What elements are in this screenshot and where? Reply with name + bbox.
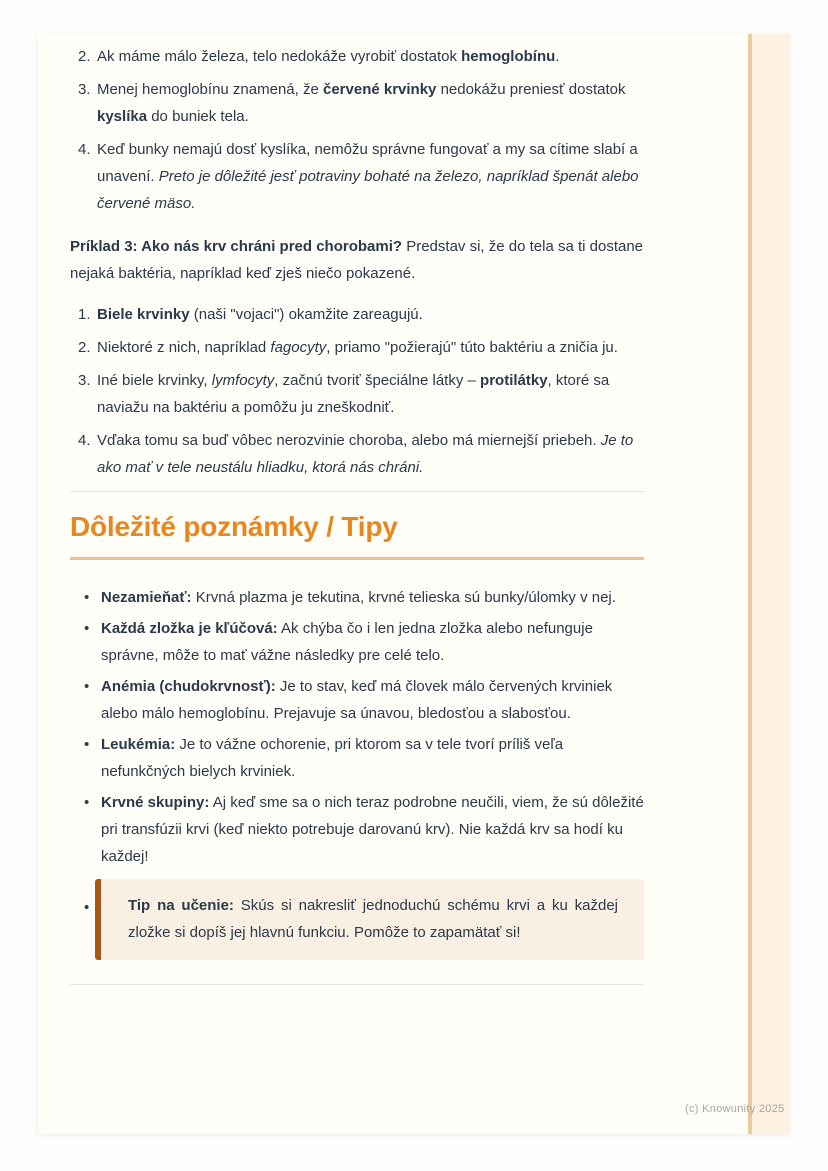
list-item-text: Ak máme málo železa, telo nedokáže vyrobiť dostatok hemoglobínu. xyxy=(97,48,560,65)
list-item xyxy=(70,76,644,130)
list-item-text: Niektoré z nich, napríklad fagocyty, priamo "požierajú" túto baktériu a zničia ju. xyxy=(97,339,618,356)
list-item-text: Nezamieňať: Krvná plazma je tekutina, krvné telieska sú bunky/úlomky v nej. xyxy=(101,589,616,606)
watermark: (c) Knowunity 2025 xyxy=(685,1103,785,1115)
notes-bullet-list xyxy=(70,584,644,960)
list-item-text: Leukémia: Je to vážne ochorenie, pri ktorom sa v tele tvorí príliš veľa nefunkčných bielych krviniek. xyxy=(101,736,564,780)
list-item-text: Každá zložka je kľúčová: Ak chýba čo i len jedna zložka alebo nefunguje správne, môže to mať vážne následky pre celé telo. xyxy=(101,620,593,664)
list-item xyxy=(70,584,644,611)
list-number: 2. xyxy=(78,48,91,65)
list-item xyxy=(70,673,644,727)
list-item xyxy=(70,427,644,481)
numbered-list-immunity xyxy=(70,301,644,481)
list-item xyxy=(70,731,644,785)
list-number: 2. xyxy=(78,339,91,356)
list-item xyxy=(70,301,644,328)
list-number: 1. xyxy=(78,306,91,323)
list-item xyxy=(70,136,644,217)
note-page-sheet xyxy=(38,34,790,1134)
list-item-text: Menej hemoglobínu znamená, že červené krvinky nedokážu preniesť dostatok kyslíka do buniek tela. xyxy=(97,81,626,125)
list-item xyxy=(70,334,644,361)
list-item-text: Vďaka tomu sa buď vôbec nerozvinie choroba, alebo má miernejší priebeh. Je to ako mať v tele neustálu hliadku, ktorá nás chráni. xyxy=(97,432,634,476)
section-heading: Dôležité poznámky / Tipy xyxy=(70,510,644,560)
list-number: 3. xyxy=(78,81,91,98)
list-item-text: Anémia (chudokrvnosť): Je to stav, keď má človek málo červených krviniek alebo málo hemoglobínu. Prejavuje sa únavou, bledosťou a slabosťou. xyxy=(101,678,613,722)
page-content xyxy=(70,34,644,985)
numbered-list-iron xyxy=(70,43,644,217)
tip-list-item xyxy=(70,879,644,960)
bottom-divider xyxy=(70,984,644,985)
list-item-text: Biele krvinky (naši "vojaci") okamžite zareagujú. xyxy=(97,306,423,323)
list-item-text: Keď bunky nemajú dosť kyslíka, nemôžu správne fungovať a my sa cítime slabí a unavení. Preto je dôležité jesť potraviny bohaté na železo, napríklad špenát alebo červené mäso. xyxy=(97,141,639,212)
tip-text: Tip na učenie: Skús si nakresliť jednoduchú schému krvi a ku každej zložke si dopíš jej hlavnú funkciu. Pomôže to zapamätať si! xyxy=(128,897,618,941)
list-item xyxy=(70,367,644,421)
example3-paragraph: Príklad 3: Ako nás krv chráni pred chorobami? Predstav si, že do tela sa ti dostane nejaká baktéria, napríklad keď zješ niečo pokazené. xyxy=(70,238,644,282)
list-item-text: Krvné skupiny: Aj keď sme sa o nich teraz podrobne neučili, viem, že sú dôležité pri transfúzii krvi (keď niekto potrebuje darovanú krv). Nie každá krv sa hodí ku každej! xyxy=(101,794,644,865)
list-number: 3. xyxy=(78,372,91,389)
list-item xyxy=(70,789,644,870)
list-item-text: Iné biele krvinky, lymfocyty, začnú tvoriť špeciálne látky – protilátky, ktoré sa naviažu na baktériu a pomôžu ju zneškodniť. xyxy=(97,372,610,416)
page-margin-band xyxy=(752,34,790,1134)
list-number: 4. xyxy=(78,141,91,158)
list-number: 4. xyxy=(78,432,91,449)
list-item xyxy=(70,43,644,70)
tip-callout-box xyxy=(95,879,644,960)
list-item xyxy=(70,615,644,669)
section-divider xyxy=(70,491,644,492)
